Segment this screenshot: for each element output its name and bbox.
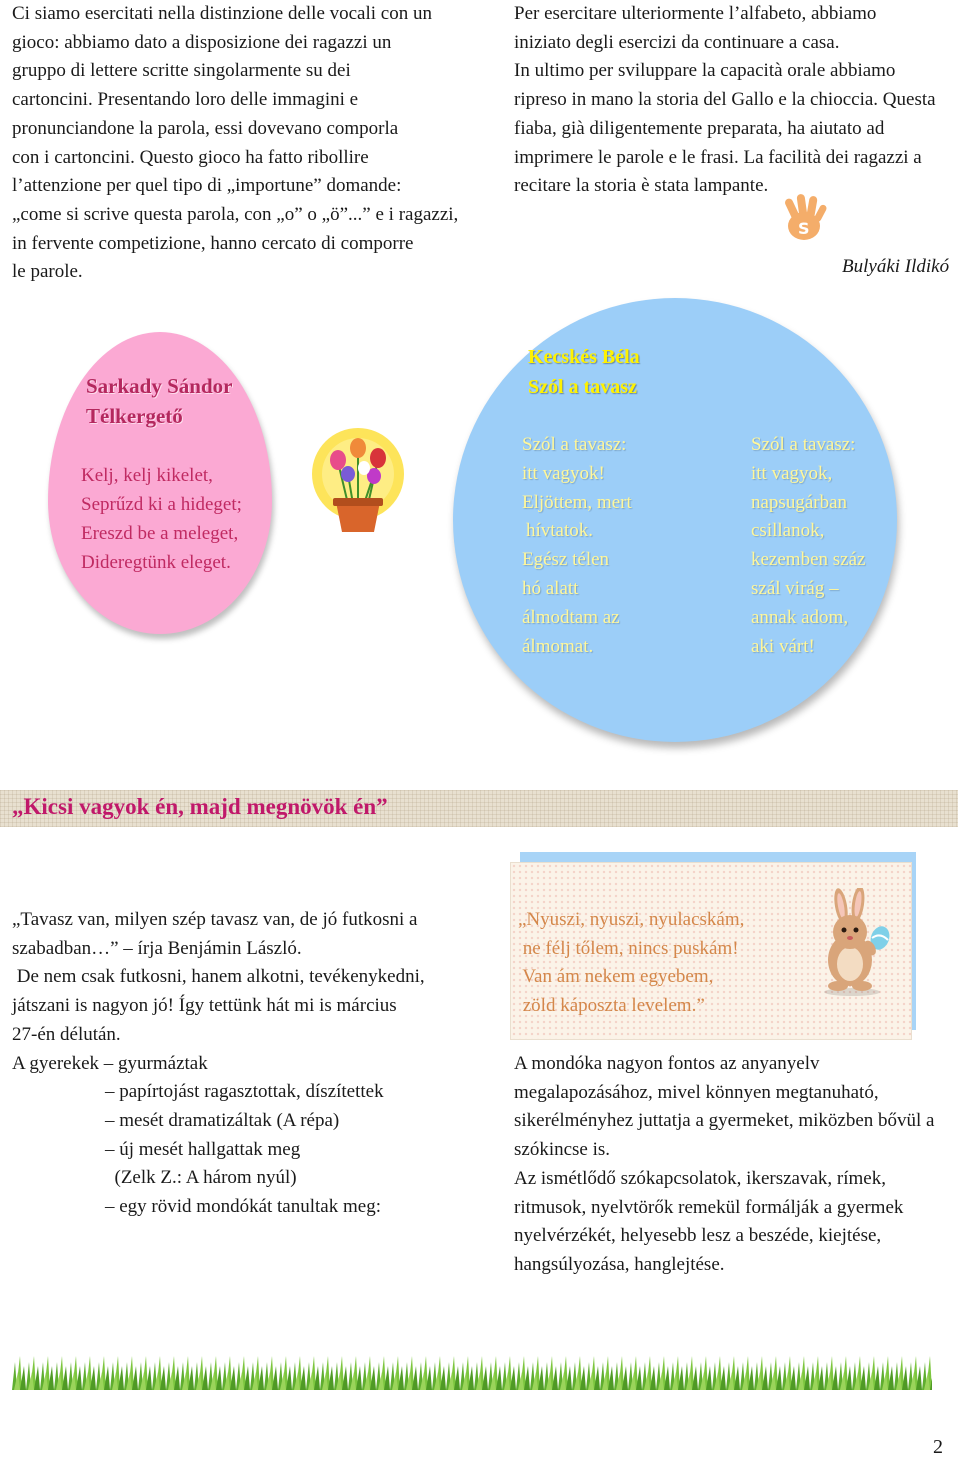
poem-line: szál virág – xyxy=(751,577,839,599)
text-line: fiaba, già diligentemente preparata, ha aiutato ad xyxy=(514,117,885,139)
poem-line: Szól a tavasz: xyxy=(751,434,856,455)
text-line: ritmusok, nyelvtörők remekül formálják a gyermek xyxy=(514,1196,904,1218)
rhyme-line: „Nyuszi, nyuszi, nyulacskám, xyxy=(518,909,745,930)
top-right-paragraph xyxy=(514,0,954,201)
text-line: „come si scrive questa parola, con „o” o „ö”...” e i ragazzi, xyxy=(12,203,459,225)
poem-line: itt vagyok, xyxy=(751,462,833,484)
poem-line: kezemben száz xyxy=(751,549,866,571)
poem-line: Szól a tavasz: xyxy=(522,434,627,455)
signature: Bulyáki Ildikó xyxy=(842,256,950,277)
text-line: in fervente competizione, hanno cercato di comporre xyxy=(12,232,414,254)
top-left-paragraph xyxy=(12,0,462,287)
text-line: hangsúlyozása, hanglejtése. xyxy=(514,1253,725,1275)
poem-line: aki várt! xyxy=(751,635,815,657)
poem-line: hó alatt xyxy=(522,577,579,599)
poem-author: Sarkady Sándor xyxy=(86,374,233,398)
blue-poem-header xyxy=(528,342,640,402)
text-line: le parole. xyxy=(12,261,83,283)
poem-line: Egész télen xyxy=(522,549,610,571)
section-heading: „Kicsi vagyok én, majd megnövök én” xyxy=(12,794,388,819)
text-line: ripreso in mano la storia del Gallo e la chioccia. Questa xyxy=(514,89,936,111)
poem-author: Kecskés Béla xyxy=(528,346,640,368)
poem-line: annak adom, xyxy=(751,606,849,628)
text-line: gioco: abbiamo dato a disposizione dei ragazzi un xyxy=(12,31,392,53)
poem-line: Eljöttem, mert xyxy=(522,491,632,513)
text-line: l’attenzione per quel tipo di „importune” domande: xyxy=(12,175,402,197)
text-line: pronunciandone la parola, essi dovevano comporla xyxy=(12,117,399,139)
rhyme-line: ne félj tőlem, nincs puskám! xyxy=(518,937,739,959)
poem-line: napsugárban xyxy=(751,491,848,513)
text-line: játszani is nagyon jó! Így tettünk hát mi is március xyxy=(12,995,397,1017)
text-line: De nem csak futkosni, hanem alkotni, tevékenykedni, xyxy=(12,966,425,988)
poem-line: Seprűzd ki a hideget; xyxy=(81,494,242,515)
activity-list-item: – mesét dramatizáltak (A répa) xyxy=(105,1109,340,1131)
poem-line: itt vagyok! xyxy=(522,462,605,484)
activity-list-item: – papírtojást ragasztottak, díszítettek xyxy=(105,1081,384,1103)
text-line: „Tavasz van, milyen szép tavasz van, de jó futkosni a xyxy=(12,909,418,930)
svg-text:S: S xyxy=(798,219,810,238)
text-line: szókincse is. xyxy=(514,1139,611,1161)
text-line: Ci siamo esercitati nella distinzione delle vocali con un xyxy=(12,3,432,24)
text-line: nyelvérzékét, helyesebb lesz a beszéde, kiejtése, xyxy=(514,1225,882,1247)
text-line: In ultimo per sviluppare la capacità orale abbiamo xyxy=(514,60,896,82)
poem-line: álmomat. xyxy=(522,635,594,657)
text-line: imprimere le parole e le frasi. La facilità dei ragazzi a xyxy=(514,146,922,168)
rhyme-text xyxy=(518,906,744,1021)
text-line: megalapozásához, mivel könnyen megtanuható, xyxy=(514,1081,879,1103)
text-line: Az ismétlődő szókapcsolatok, ikerszavak, rímek, xyxy=(514,1167,886,1189)
text-line: A mondóka nagyon fontos az anyanyelv xyxy=(514,1053,820,1074)
poem-line: álmodtam az xyxy=(522,606,620,628)
activity-list-item: – egy rövid mondókát tanultak meg: xyxy=(105,1196,381,1218)
pink-poem-header xyxy=(86,371,232,431)
bunny-icon xyxy=(808,888,896,996)
poem-line: Dideregtünk eleget. xyxy=(81,552,231,573)
activity-list-item: – új mesét hallgattak meg xyxy=(105,1138,301,1160)
text-line: sikerélményhez juttatja a gyermeket, miközben bővül a xyxy=(514,1110,935,1132)
text-line: A gyerekek – gyurmáztak xyxy=(12,1052,208,1074)
rhyme-line: Van ám nekem egyebem, xyxy=(518,966,714,988)
poem-line: Ereszd be a meleget, xyxy=(81,523,239,544)
blue-poem-right-column xyxy=(751,431,865,661)
text-line: Per esercitare ulteriormente l’alfabeto, abbiamo xyxy=(514,3,877,24)
poem-line: Kelj, kelj kikelet, xyxy=(81,465,213,486)
text-line: szabadban…” – írja Benjámin László. xyxy=(12,937,302,959)
text-line: iniziato degli esercizi da continuare a casa. xyxy=(514,31,840,53)
text-line: recitare la storia è stata lampante. xyxy=(514,175,769,197)
blue-poem-left-column xyxy=(522,431,632,661)
poem-title: Szól a tavasz xyxy=(528,376,637,398)
text-line: con i cartoncini. Questo gioco ha fatto ribollire xyxy=(12,146,369,168)
bottom-left-paragraph xyxy=(12,906,492,1222)
poem-line: hívtatok. xyxy=(526,520,594,542)
text-line: 27-én délután. xyxy=(12,1023,121,1045)
grass-border xyxy=(12,1356,932,1390)
text-line: gruppo di lettere scritte singolarmente su dei xyxy=(12,60,351,82)
poem-title: Télkergető xyxy=(86,404,183,428)
rhyme-line: zöld káposzta levelem.” xyxy=(518,995,705,1017)
poem-line: csillanok, xyxy=(751,520,825,542)
bottom-right-paragraph xyxy=(514,1050,954,1280)
page-number: 2 xyxy=(933,1436,943,1458)
text-line: cartoncini. Presentando loro delle immagini e xyxy=(12,89,359,111)
activity-list-item: (Zelk Z.: A három nyúl) xyxy=(105,1167,297,1189)
flower-pot-icon xyxy=(308,422,408,540)
hand-logo-icon xyxy=(780,192,832,244)
pink-poem-body xyxy=(81,461,242,577)
